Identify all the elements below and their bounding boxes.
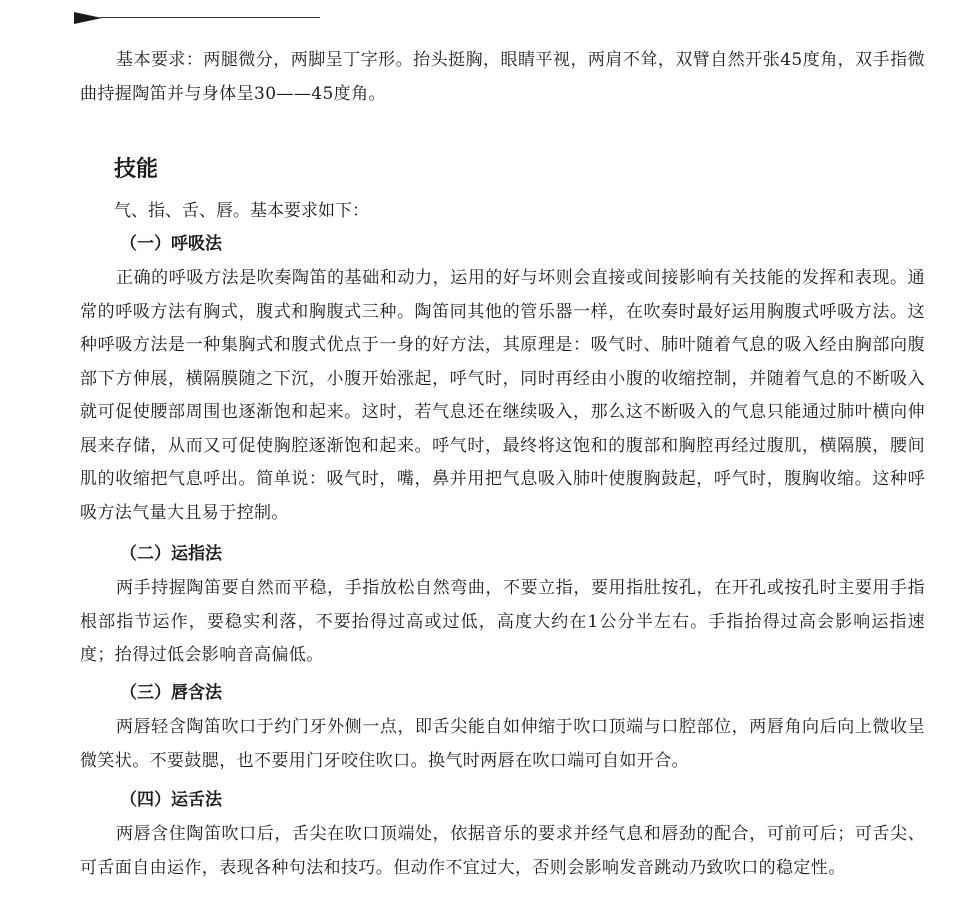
- header-rule: [74, 10, 320, 24]
- section-heading: 技能: [114, 157, 159, 182]
- requirements-paragraph: 基本要求：两腿微分，两脚呈丁字形。抬头挺胸，眼睛平视，两肩不耸，双臂自然开张45度角，双手指微曲持握陶笛并与身体呈30——45度角。: [80, 50, 925, 104]
- subsection-text-fingering: 两手持握陶笛要自然而平稳，手指放松自然弯曲，不要立指，要用指肚按孔，在开孔或按孔时主要用手指根部指节运作，要稳实利落，不要抬得过高或过低，高度大约在1公分半左右。手指抬得过高会影响运指速度；抬得过低会影响音高偏低。: [80, 578, 925, 665]
- subsection-title-lips: （三）唇含法: [120, 683, 222, 703]
- subsection-text-breathing: 正确的呼吸方法是吹奏陶笛的基础和动力，运用的好与坏则会直接或间接影响有关技能的发挥和表现。通常的呼吸方法有胸式，腹式和胸腹式三种。陶笛同其他的管乐器一样，在吹奏时最好运用胸腹式呼吸方法。这种呼吸方法是一种集胸式和腹式优点于一身的好方法，其原理是：吸气时、肺叶随着气息的吸入经由胸部向腹部下方伸展，横隔膜随之下沉，小腹开始涨起，呼气时，同时再经由小腹的收缩控制，并随着气息的不断吸入就可促使腰部周围也逐渐饱和起来。这时，若气息还在继续吸入，那么这不断吸入的气息只能通过肺叶横向伸展来存储，从而又可促使胸腔逐渐饱和起来。呼气时，最终将这饱和的腹部和胸腔再经过腹肌，横隔膜，腰间肌的收缩把气息呼出。简单说：吸气时，嘴，鼻并用把气息吸入肺叶使腹胸鼓起，呼气时，腹胸收缩。这种呼吸方法气量大且易于控制。: [80, 268, 925, 523]
- subsection-text-lips: 两唇轻含陶笛吹口于约门牙外侧一点，即舌尖能自如伸缩于吹口顶端与口腔部位，两唇角向后向上微收呈微笑状。不要鼓腮，也不要用门牙咬住吹口。换气时两唇在吹口端可自如开合。: [80, 717, 925, 771]
- header-line: [100, 17, 320, 18]
- subsection-title-fingering: （二）运指法: [120, 544, 222, 564]
- subsection-title-breathing: （一）呼吸法: [120, 234, 222, 254]
- subsection-text-tongue: 两唇含住陶笛吹口后，舌尖在吹口顶端处，依据音乐的要求并经气息和唇劲的配合，可前可后；可舌尖、可舌面自由运作，表现各种句法和技巧。但动作不宜过大，否则会影响发音跳动乃致吹口的稳定性。: [80, 824, 925, 878]
- section-intro: 气、指、舌、唇。基本要求如下：: [114, 201, 369, 221]
- header-wedge: [74, 12, 102, 24]
- subsection-title-tongue: （四）运舌法: [120, 790, 222, 810]
